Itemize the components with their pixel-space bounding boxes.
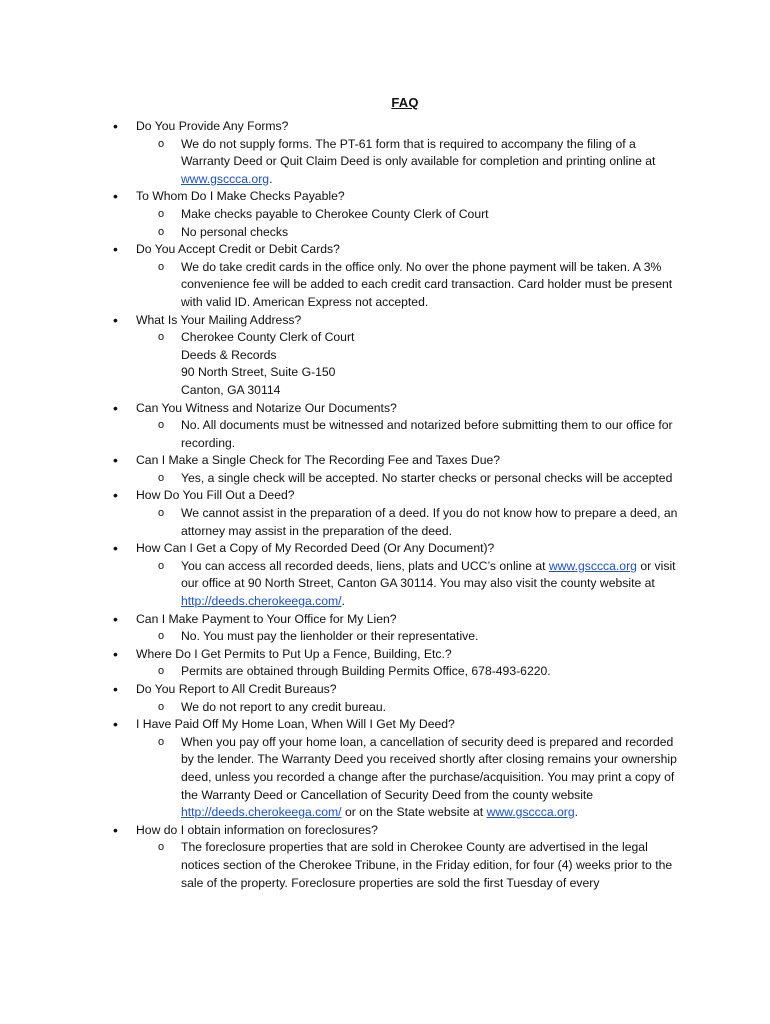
faq-item bbox=[110, 118, 680, 188]
question: Do You Provide Any Forms? bbox=[136, 119, 289, 133]
answer-text: . bbox=[269, 171, 273, 186]
question: What Is Your Mailing Address? bbox=[136, 312, 302, 327]
question: Do You Accept Credit or Debit Cards? bbox=[136, 242, 340, 257]
faq-item bbox=[110, 646, 680, 681]
answer bbox=[136, 136, 680, 189]
county-deeds-link[interactable]: http://deeds.cherokeega.com/ bbox=[181, 805, 342, 820]
answer: o No personal checks bbox=[136, 224, 680, 242]
answer bbox=[136, 558, 680, 611]
question: To Whom Do I Make Checks Payable? bbox=[136, 189, 345, 204]
page-title: FAQ bbox=[391, 95, 419, 110]
answer: o Permits are obtained through Building Permits Office, 678-493-6220. bbox=[136, 663, 680, 681]
answer: o We do take credit cards in the office only. No over the phone payment will be taken. A 3% convenience fee will be added to each credit card transaction. Card holder must be present with valid ID. American Express not accepted. bbox=[136, 259, 680, 312]
answer-text: You can access all recorded deeds, liens, plats and UCC’s online at bbox=[181, 558, 549, 573]
question: Where Do I Get Permits to Put Up a Fence, Building, Etc.? bbox=[136, 646, 452, 661]
faq-item bbox=[110, 822, 680, 892]
answer: o We do not report to any credit bureau. bbox=[136, 699, 680, 717]
question: Can You Witness and Notarize Our Documents? bbox=[136, 400, 397, 415]
answer-text: When you pay off your home loan, a cancellation of security deed is prepared and recorded by the lender. The Warranty Deed you received shortly after closing remains your ownership deed, unless you recorded a change after the purchase/acquisition. You may print a copy of the Warranty Deed or Cancellation of Security Deed from the county website bbox=[181, 734, 677, 802]
faq-item bbox=[110, 540, 680, 610]
faq-item bbox=[110, 452, 680, 487]
faq-item bbox=[110, 188, 680, 241]
question: How Do You Fill Out a Deed? bbox=[136, 488, 295, 503]
answer: o No. You must pay the lienholder or their representative. bbox=[136, 628, 680, 646]
address-line: 90 North Street, Suite G-150 bbox=[181, 365, 336, 380]
address-line: Canton, GA 30114 bbox=[181, 382, 281, 397]
mailing-address bbox=[136, 329, 680, 399]
question: I Have Paid Off My Home Loan, When Will I Get My Deed? bbox=[136, 717, 455, 732]
question: Can I Make Payment to Your Office for My Lien? bbox=[136, 611, 397, 626]
question: Do You Report to All Credit Bureaus? bbox=[136, 682, 337, 696]
answer-text: We do not supply forms. The PT-61 form that is required to accompany the filing of a Warranty Deed or Quit Claim Deed is only available for completion and printing online at bbox=[181, 136, 656, 169]
faq-item bbox=[110, 487, 680, 540]
answer-text: . bbox=[574, 805, 579, 820]
county-deeds-link[interactable]: http://deeds.cherokeega.com/ bbox=[181, 594, 342, 609]
address-line: Deeds & Records bbox=[181, 347, 277, 362]
gsccca-link[interactable]: www.gsccca.org bbox=[181, 171, 270, 186]
faq-item bbox=[110, 312, 680, 400]
faq-item bbox=[110, 611, 680, 646]
question: How Can I Get a Copy of My Recorded Deed (Or Any Document)? bbox=[136, 541, 495, 556]
answer: o Yes, a single check will be accepted. No starter checks or personal checks will be accepted bbox=[136, 470, 680, 488]
answer-text: or on the State website at bbox=[341, 805, 487, 820]
faq-list bbox=[110, 118, 680, 892]
answer bbox=[136, 734, 680, 822]
answer: o Make checks payable to Cherokee County Clerk of Court bbox=[136, 206, 680, 224]
question: Can I Make a Single Check for The Recording Fee and Taxes Due? bbox=[136, 453, 501, 468]
answer-text: or visit our office at 90 North Street, Canton GA 30114. You may also visit the county website at bbox=[181, 558, 676, 591]
answer: o We cannot assist in the preparation of a deed. If you do not know how to prepare a deed, an attorney may assist in the preparation of the deed. bbox=[136, 505, 680, 540]
faq-item bbox=[110, 681, 680, 716]
faq-item bbox=[110, 716, 680, 822]
answer: o No. All documents must be witnessed and notarized before submitting them to our office for recording. bbox=[136, 417, 680, 452]
gsccca-link[interactable]: www.gsccca.org bbox=[486, 805, 575, 820]
faq-item bbox=[110, 241, 680, 311]
gsccca-link[interactable]: www.gsccca.org bbox=[548, 558, 637, 573]
question: How do I obtain information on foreclosures? bbox=[136, 822, 378, 837]
faq-item bbox=[110, 400, 680, 453]
answer: o The foreclosure properties that are sold in Cherokee County are advertised in the legal notices section of the Cherokee Tribune, in the Friday edition, for four (4) weeks prior to the sale of the property. Foreclosure properties are sold the first Tuesday of every bbox=[136, 839, 680, 892]
address-line: o Cherokee County Clerk of Court bbox=[181, 330, 355, 345]
answer-text: . bbox=[341, 594, 345, 609]
